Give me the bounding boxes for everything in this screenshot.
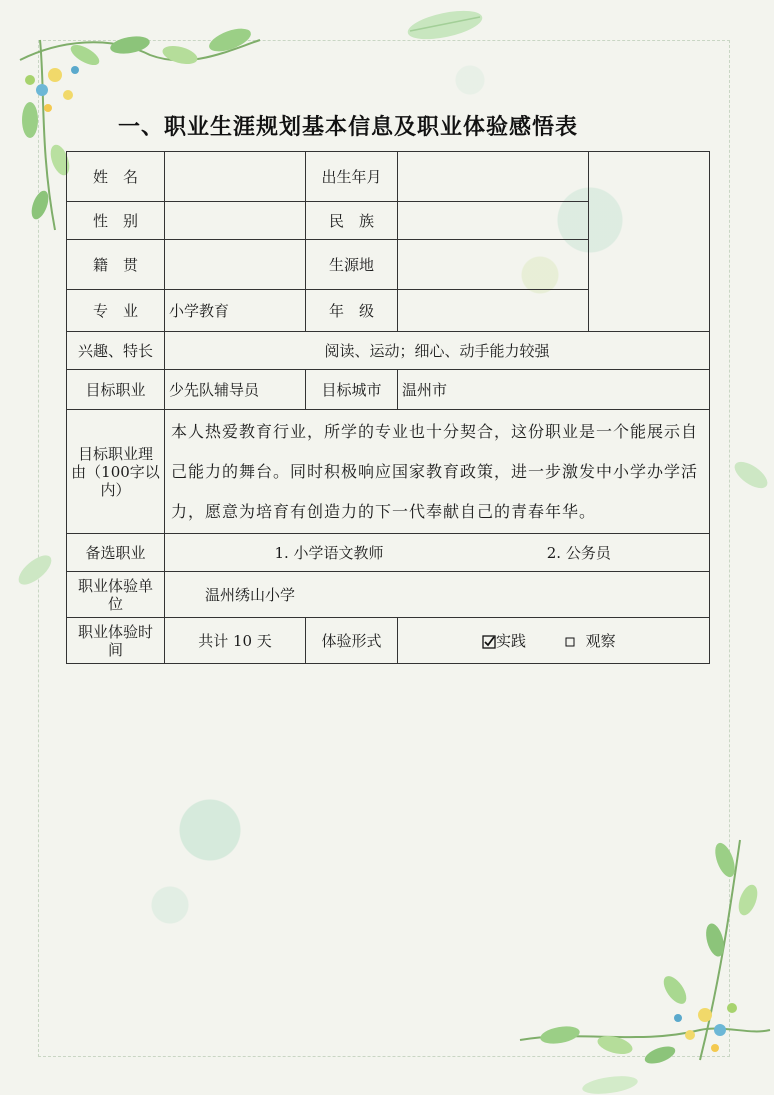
ethnicity-value[interactable] — [398, 202, 589, 240]
empty-box-icon — [565, 637, 575, 647]
interest-label: 兴趣、特长 — [67, 332, 165, 370]
reason-label: 目标职业理由（100字以内） — [67, 410, 165, 534]
target-job-label: 目标职业 — [67, 370, 165, 410]
reason-value[interactable]: 本人热爱教育行业，所学的专业也十分契合，这份职业是一个能展示自己能力的舞台。同时积极响应国家教育政策，进一步激发中小学办学活力，愿意为培育有创造力的下一代奉献自己的青春年华。 — [165, 410, 710, 534]
alt-job-2: 2. 公务员 — [546, 544, 611, 562]
leaf-decoration-left — [10, 545, 60, 595]
gender-value[interactable] — [165, 202, 306, 240]
gender-label: 性 别 — [67, 202, 165, 240]
exp-form-options — [398, 618, 710, 664]
ethnicity-label: 民 族 — [306, 202, 398, 240]
exp-unit-value[interactable]: 温州绣山小学 — [165, 572, 710, 618]
leaf-decoration-top — [400, 5, 490, 45]
major-label: 专 业 — [67, 290, 165, 332]
page-title: 一、职业生涯规划基本信息及职业体验感悟表 — [118, 115, 579, 140]
origin-value[interactable] — [398, 240, 589, 290]
birth-value[interactable] — [398, 152, 589, 202]
birth-label: 出生年月 — [306, 152, 398, 202]
leaf-decoration-right — [728, 450, 774, 500]
practice-checkbox[interactable] — [482, 633, 496, 651]
target-job-value[interactable]: 少先队辅导员 — [165, 370, 306, 410]
origin-label: 生源地 — [306, 240, 398, 290]
name-value[interactable] — [165, 152, 306, 202]
target-city-label: 目标城市 — [306, 370, 398, 410]
alt-job-values[interactable] — [165, 534, 710, 572]
grade-value[interactable] — [398, 290, 589, 332]
exp-time-label: 职业体验时间 — [67, 618, 165, 664]
practice-option-label: 实践 — [496, 632, 527, 650]
exp-unit-label: 职业体验单位 — [67, 572, 165, 618]
grade-label: 年 级 — [306, 290, 398, 332]
major-value[interactable]: 小学教育 — [165, 290, 306, 332]
alt-job-label: 备选职业 — [67, 534, 165, 572]
observe-checkbox[interactable] — [565, 633, 575, 651]
observe-option-label: 观察 — [585, 632, 616, 650]
alt-job-1: 1. 小学语文教师 — [274, 544, 384, 562]
native-place-label: 籍 贯 — [67, 240, 165, 290]
exp-form-label: 体验形式 — [306, 618, 398, 664]
floral-decoration-bottom-right — [500, 830, 774, 1095]
checked-box-icon — [482, 635, 496, 649]
native-place-value[interactable] — [165, 240, 306, 290]
info-form-table — [66, 151, 710, 664]
photo-cell[interactable] — [589, 152, 710, 332]
target-city-value[interactable]: 温州市 — [398, 370, 710, 410]
interest-value[interactable]: 阅读、运动；细心、动手能力较强 — [165, 332, 710, 370]
exp-time-value[interactable]: 共计 10 天 — [165, 618, 306, 664]
name-label: 姓 名 — [67, 152, 165, 202]
